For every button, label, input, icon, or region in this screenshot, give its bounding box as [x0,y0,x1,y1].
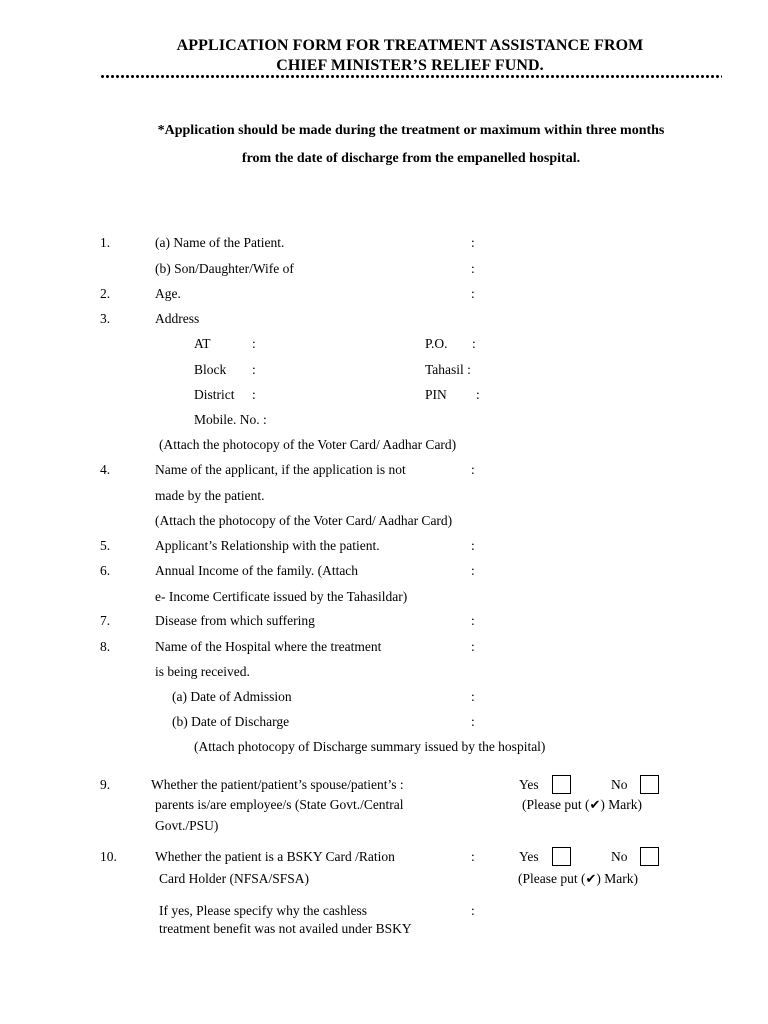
income-colon: : [471,563,475,578]
employee-yes-checkbox[interactable] [552,775,571,794]
address-mobile-label: Mobile. No. : [194,412,267,427]
employee-question-line2: parents is/are employee/s (State Govt./Central [155,797,404,812]
form-title-line2: CHIEF MINISTER’S RELIEF FUND. [276,57,544,74]
address-pin-label: PIN [425,387,447,402]
relationship-colon: : [471,538,475,553]
address-district-label: District [194,387,235,402]
check-mark-icon: ✔ [585,872,597,887]
discharge-date-label: (b) Date of Discharge [172,714,290,729]
check-mark-icon: ✔ [589,798,601,813]
address-district-colon: : [252,387,256,402]
instruction-prefix: (Please put ( [518,871,586,886]
bsky-question-colon: : [471,849,475,864]
item-number-1: 1. [100,235,111,250]
instruction-note-line2: from the date of discharge from the empanelled hospital. [241,151,581,166]
discharge-date-colon: : [471,714,475,729]
address-at-label: AT [194,336,211,351]
bsky-question-line1: Whether the patient is a BSKY Card /Ration [155,849,395,864]
bsky-no-checkbox[interactable] [640,847,659,866]
disease-label: Disease from which suffering [155,613,315,628]
address-po-colon: : [472,336,476,351]
employee-yes-label: Yes [519,777,539,792]
item-number-4: 4. [100,462,111,477]
address-tahasil-label: Tahasil : [425,362,471,377]
item-number-7: 7. [100,613,111,628]
applicant-name-label-line2: made by the patient. [155,488,265,503]
age-colon: : [471,286,475,301]
address-at-colon: : [252,336,256,351]
relationship-label: Applicant’s Relationship with the patient. [155,538,380,553]
item-number-6: 6. [100,563,111,578]
bsky-question-line2: Card Holder (NFSA/SFSA) [159,871,310,886]
address-po-label: P.O. [425,336,448,351]
employee-no-label: No [611,777,628,792]
bsky-yes-label: Yes [519,849,539,864]
bsky-no-label: No [611,849,628,864]
bsky-yes-checkbox[interactable] [552,847,571,866]
employee-no-checkbox[interactable] [640,775,659,794]
address-block-label: Block [194,362,227,377]
address-label: Address [155,311,200,326]
employee-mark-instruction [522,797,642,814]
employee-question-line3: Govt./PSU) [155,818,219,833]
item-number-8: 8. [100,639,111,654]
item-number-5: 5. [100,538,111,553]
item-number-2: 2. [100,286,111,301]
hospital-label-line2: is being received. [155,664,250,679]
item-number-9: 9. [100,777,111,792]
cashless-reason-colon: : [471,903,475,918]
instruction-note-line1: *Application should be made during the treatment or maximum within three months [157,123,665,138]
instruction-prefix: (Please put ( [522,797,590,812]
patient-name-colon: : [471,235,475,250]
relation-of-label: (b) Son/Daughter/Wife of [155,261,294,276]
patient-name-label: (a) Name of the Patient. [155,235,285,250]
cashless-reason-line2: treatment benefit was not availed under BSKY [159,921,412,936]
item-number-10: 10. [100,849,117,864]
address-pin-colon: : [476,387,480,402]
applicant-name-colon: : [471,462,475,477]
address-block-colon: : [252,362,256,377]
age-label: Age. [155,286,181,301]
applicant-name-label-line1: Name of the applicant, if the application is not [155,462,406,477]
admission-date-label: (a) Date of Admission [172,689,292,704]
income-label-line2: e- Income Certificate issued by the Tahasildar) [155,589,408,604]
bsky-mark-instruction [518,871,638,888]
discharge-attach-note: (Attach photocopy of Discharge summary issued by the hospital) [194,739,546,754]
income-label-line1: Annual Income of the family. (Attach [155,563,359,578]
instruction-suffix: ) Mark) [600,797,642,812]
hospital-label-line1: Name of the Hospital where the treatment [155,639,382,654]
hospital-colon: : [471,639,475,654]
instruction-suffix: ) Mark) [596,871,638,886]
employee-question-line1: Whether the patient/patient’s spouse/patient’s : [151,777,404,792]
cashless-reason-line1: If yes, Please specify why the cashless [159,903,368,918]
admission-date-colon: : [471,689,475,704]
address-attach-note: (Attach the photocopy of the Voter Card/ Aadhar Card) [159,437,457,452]
form-title-line1: APPLICATION FORM FOR TREATMENT ASSISTANCE FROM [176,37,644,54]
applicant-attach-note: (Attach the photocopy of the Voter Card/ Aadhar Card) [155,513,453,528]
item-number-3: 3. [100,311,111,326]
dotted-divider [100,74,722,79]
disease-colon: : [471,613,475,628]
relation-of-colon: : [471,261,475,276]
